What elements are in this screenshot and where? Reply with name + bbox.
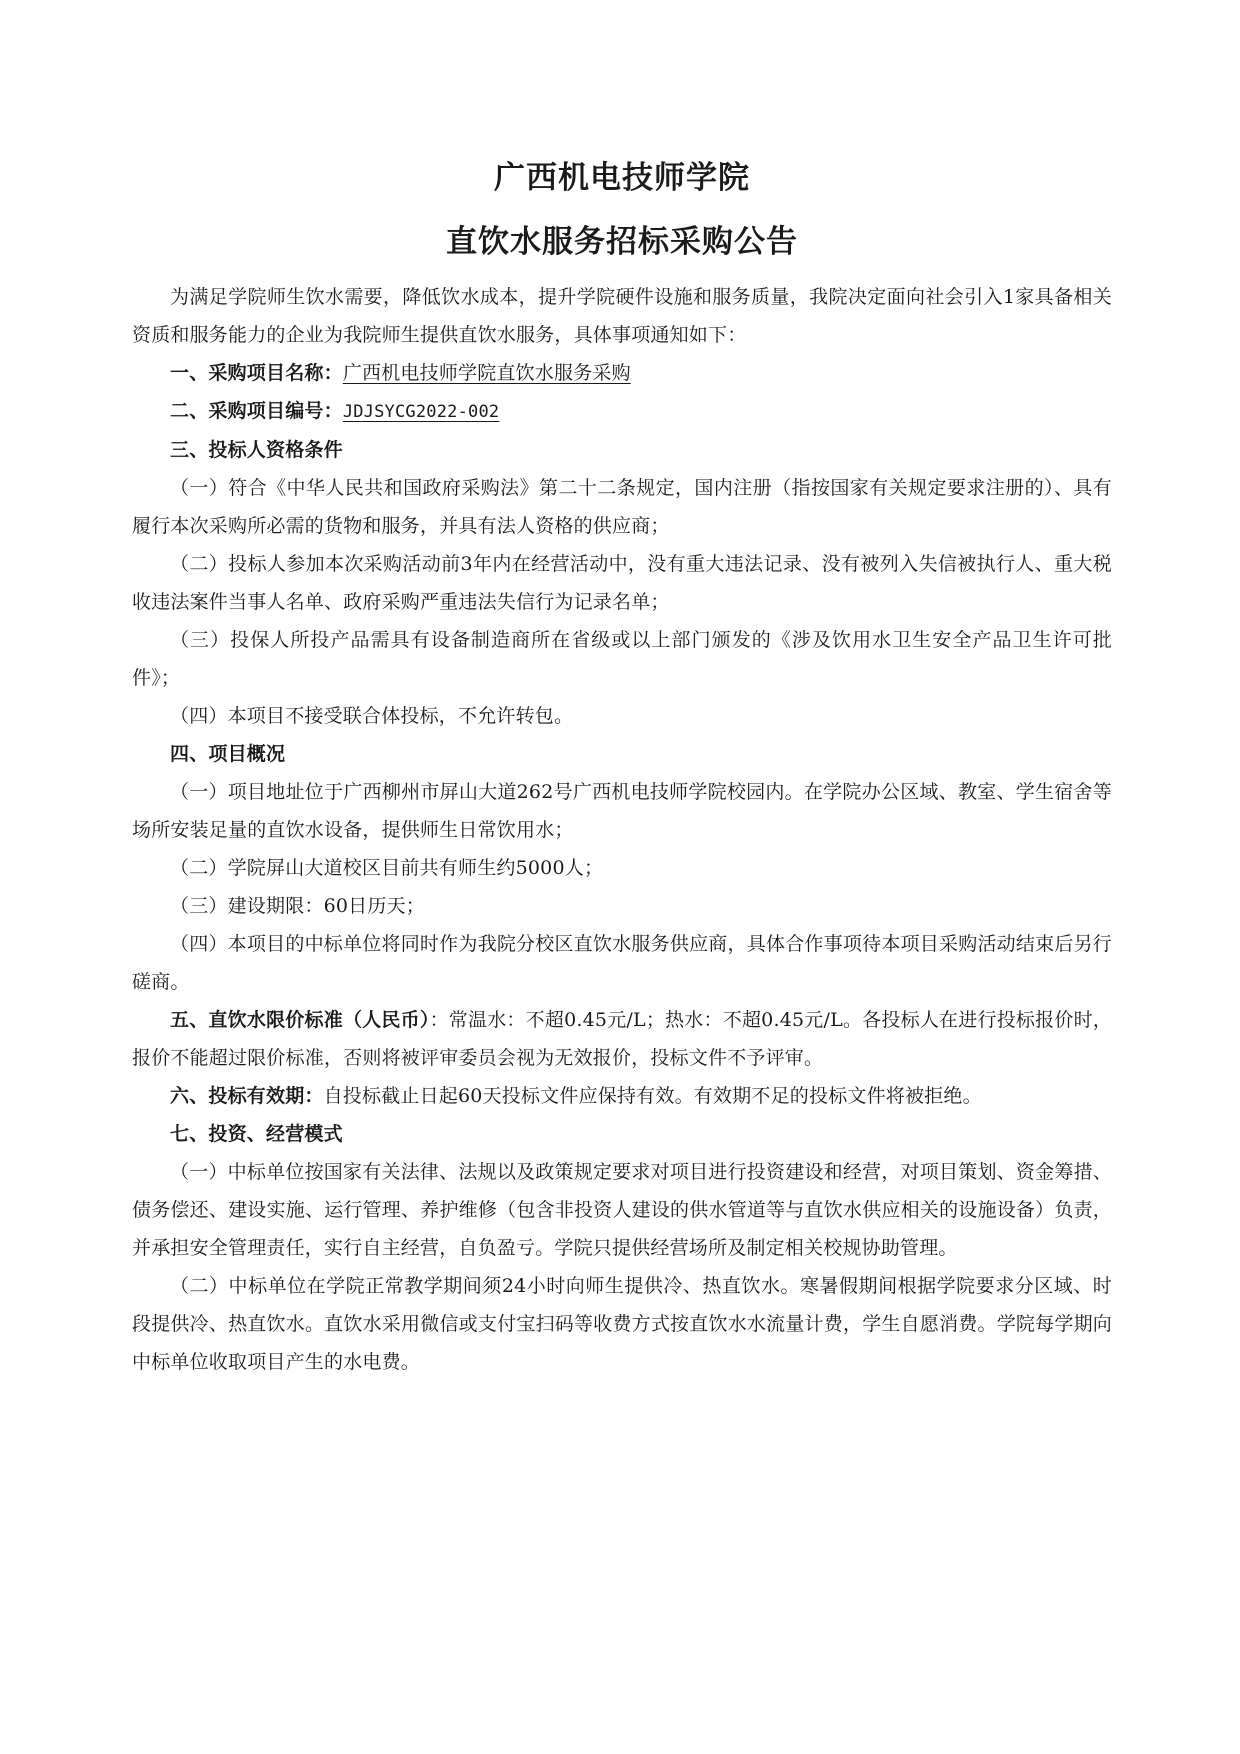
section-2-heading: 二、采购项目编号：: [170, 400, 343, 422]
section-1-heading: 一、采购项目名称：: [170, 362, 343, 384]
section-7-item-1: （一）中标单位按国家有关法律、法规以及政策规定要求对项目进行投资建设和经营，对项目策划、资金筹措、债务偿还、建设实施、运行管理、养护维修（包含非投资人建设的供水管道等与直饮水供应相关的设施设备）负责，并承担安全管理责任，实行自主经营，自负盈亏。学院只提供经营场所及制定相关校规协助管理。: [132, 1161, 1112, 1259]
section-4-item-3: （三）建设期限：60日历天；: [170, 895, 425, 917]
section-6: [132, 1077, 1112, 1115]
section-3-item-1: （一）符合《中华人民共和国政府采购法》第二十二条规定，国内注册（指按国家有关规定要求注册的）、具有履行本次采购所必需的货物和服务，并具有法人资格的供应商；: [132, 477, 1112, 537]
section-2: [132, 392, 1112, 431]
section-1: [132, 354, 1112, 392]
section-3-item-2: （二）投标人参加本次采购活动前3年内在经营活动中，没有重大违法记录、没有被列入失信被执行人、重大税收违法案件当事人名单、政府采购严重违法失信行为记录名单；: [132, 553, 1112, 613]
intro-paragraph: 为满足学院师生饮水需要，降低饮水成本，提升学院硬件设施和服务质量，我院决定面向社会引入1家具备相关资质和服务能力的企业为我院师生提供直饮水服务，具体事项通知如下：: [132, 286, 1112, 346]
section-3-item-3: （三）投保人所投产品需具有设备制造商所在省级或以上部门颁发的《涉及饮用水卫生安全产品卫生许可批件》；: [132, 629, 1112, 689]
section-4-item-2: （二）学院屏山大道校区目前共有师生约5000人；: [170, 857, 604, 879]
section-5-heading: 五、直饮水限价标准（人民币）: [170, 1009, 430, 1031]
section-4-item-4: （四）本项目的中标单位将同时作为我院分校区直饮水服务供应商，具体合作事项待本项目采购活动结束后另行磋商。: [132, 933, 1112, 993]
section-3-item-4: （四）本项目不接受联合体投标，不允许转包。: [170, 705, 574, 727]
title-line-2: 直饮水服务招标采购公告: [446, 224, 798, 260]
section-6-text: 自投标截止日起60天投标文件应保持有效。有效期不足的投标文件将被拒绝。: [323, 1085, 982, 1107]
project-name-value: 广西机电技师学院直饮水服务采购: [342, 362, 631, 384]
section-5: [132, 1001, 1112, 1077]
title-line-1: 广西机电技师学院: [494, 160, 750, 196]
section-6-heading: 六、投标有效期：: [170, 1085, 324, 1107]
section-4-item-1: （一）项目地址位于广西柳州市屏山大道262号广西机电技师学院校园内。在学院办公区域、教室、学生宿舍等场所安装足量的直饮水设备，提供师生日常饮用水；: [132, 781, 1112, 841]
section-3-heading: 三、投标人资格条件: [170, 439, 343, 461]
section-7-heading: 七、投资、经营模式: [170, 1123, 343, 1145]
section-5-text: ：常温水：不超0.45元/L；热水：不超0.45元/L。各投标人在进行投标报价时，报价不能超过限价标准，否则将被评审委员会视为无效报价，投标文件不予评审。: [132, 1009, 1112, 1069]
section-4-heading: 四、项目概况: [170, 743, 286, 765]
project-number-value: JDJSYCG2022-002: [342, 402, 500, 422]
section-7-item-2: （二）中标单位在学院正常教学期间须24小时向师生提供冷、热直饮水。寒暑假期间根据学院要求分区域、时段提供冷、热直饮水。直饮水采用微信或支付宝扫码等收费方式按直饮水水流量计费，学生自愿消费。学院每学期向中标单位收取项目产生的水电费。: [132, 1275, 1112, 1373]
document-page: [132, 158, 1112, 1381]
